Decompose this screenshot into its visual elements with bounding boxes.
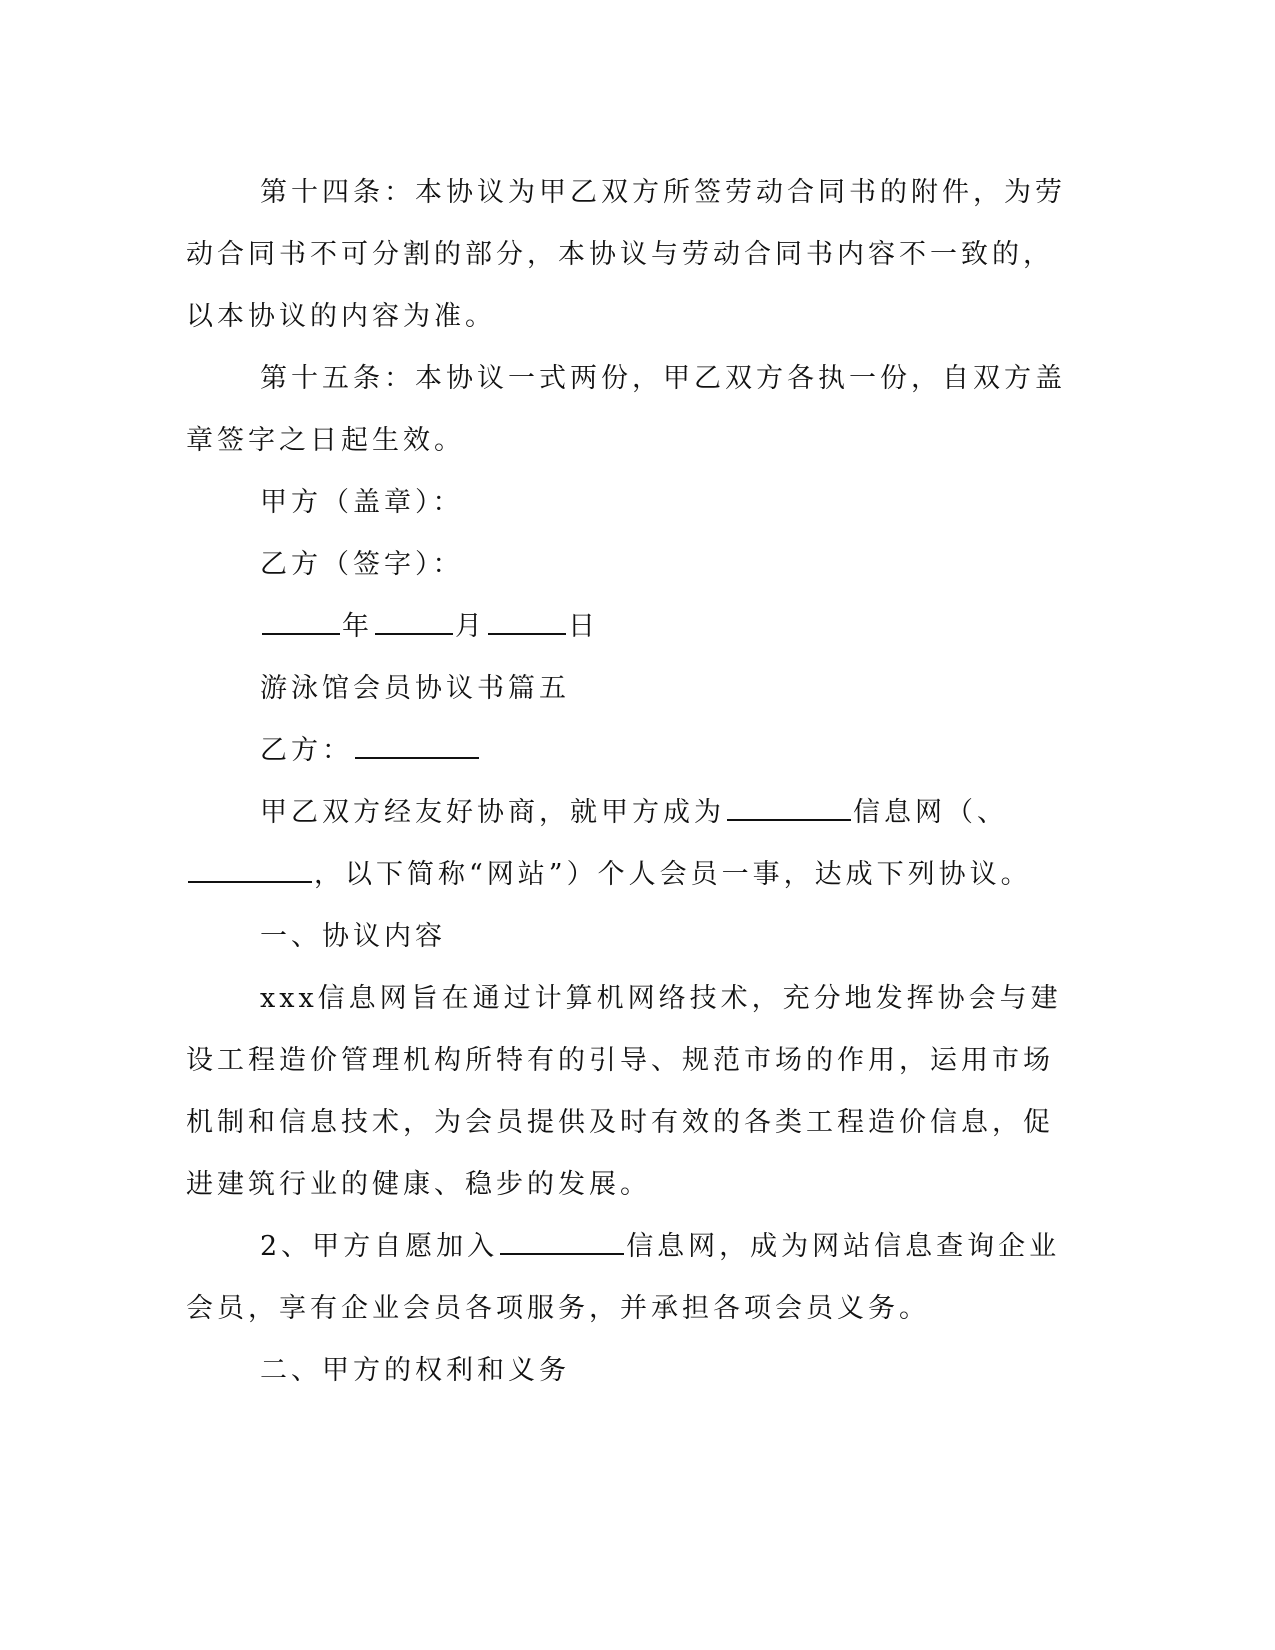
intro-part1: 甲乙双方经友好协商，就甲方成为	[260, 797, 725, 828]
date-line	[186, 596, 1071, 658]
month-blank	[375, 632, 453, 635]
item-2-paragraph	[186, 1216, 1071, 1340]
party-a-seal-line: 甲方（盖章）：	[260, 487, 464, 518]
year-blank	[262, 632, 340, 635]
item2-blank	[500, 1252, 624, 1255]
intro-part3: ，以下简称“网站”）个人会员一事，达成下列协议。	[314, 859, 1032, 890]
party-b-line	[186, 720, 1071, 782]
month-label: 月	[455, 611, 486, 642]
document-body	[186, 162, 1071, 1402]
year-label: 年	[342, 611, 373, 642]
heading-agreement-content: 一、协议内容	[260, 921, 446, 952]
article-14: 第十四条：本协议为甲乙双方所签劳动合同书的附件，为劳动合同书不可分割的部分，本协议与劳动合同书内容不一致的，以本协议的内容为准。	[186, 177, 1066, 332]
paragraph-xxx-network: xxx信息网旨在通过计算机网络技术，充分地发挥协会与建设工程造价管理机构所特有的引导、规范市场的作用，运用市场机制和信息技术，为会员提供及时有效的各类工程造价信息，促进建筑行业的健康、稳步的发展。	[186, 983, 1062, 1200]
intro-blank-2	[188, 880, 312, 883]
party-b-blank	[355, 756, 479, 759]
section-title: 游泳馆会员协议书篇五	[260, 673, 570, 704]
party-b-sign-line: 乙方（签字）：	[260, 549, 464, 580]
intro-part2: 信息网（、	[853, 797, 1008, 828]
item2-part1: 2、甲方自愿加入	[260, 1231, 499, 1262]
heading-rights-obligations: 二、甲方的权利和义务	[260, 1355, 570, 1386]
item2-part2: 信息网，成为网站信息查询企业会员，享有企业会员各项服务，并承担各项会员义务。	[186, 1231, 1061, 1324]
article-15: 第十五条：本协议一式两份，甲乙双方各执一份，自双方盖章签字之日起生效。	[186, 363, 1066, 456]
party-b-label: 乙方：	[260, 735, 353, 766]
day-label: 日	[568, 611, 599, 642]
day-blank	[488, 632, 566, 635]
intro-blank-1	[727, 818, 851, 821]
intro-paragraph	[186, 782, 1071, 906]
